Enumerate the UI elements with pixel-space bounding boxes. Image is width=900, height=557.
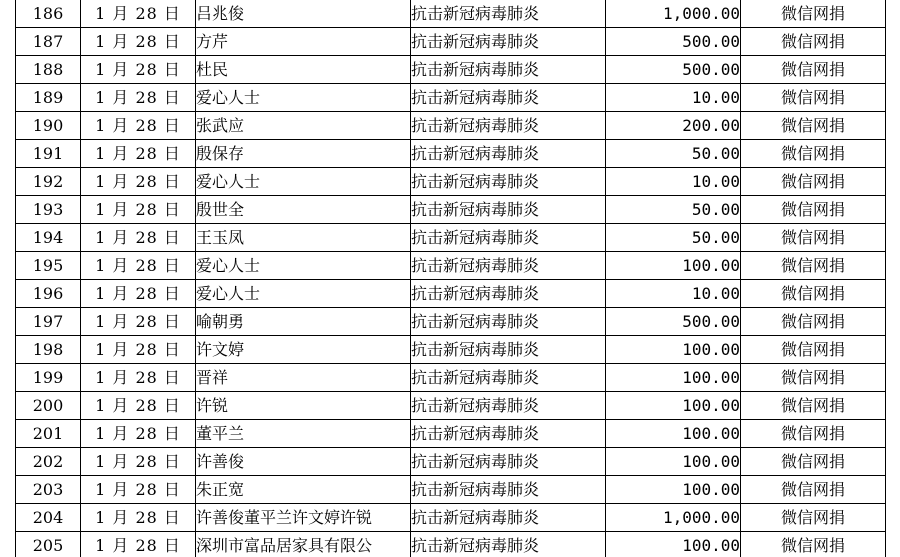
donation-method-cell: 微信网捐 xyxy=(741,504,886,532)
table-row xyxy=(16,364,886,392)
donation-date-cell: 1 月 28 日 xyxy=(81,392,196,420)
donation-date-cell: 1 月 28 日 xyxy=(81,252,196,280)
donation-date-cell: 1 月 28 日 xyxy=(81,0,196,28)
sequence-number-cell: 193 xyxy=(16,196,81,224)
donor-name-cell: 方芹 xyxy=(196,28,411,56)
donation-date-cell: 1 月 28 日 xyxy=(81,84,196,112)
donor-name-cell: 许善俊董平兰许文婷许锐 xyxy=(196,504,411,532)
donation-amount-cell: 1,000.00 xyxy=(606,0,741,28)
donation-purpose-cell: 抗击新冠病毒肺炎 xyxy=(411,532,606,557)
donation-purpose-cell: 抗击新冠病毒肺炎 xyxy=(411,56,606,84)
table-row xyxy=(16,280,886,308)
donation-amount-cell: 500.00 xyxy=(606,56,741,84)
donation-method-cell: 微信网捐 xyxy=(741,84,886,112)
sequence-number-cell: 200 xyxy=(16,392,81,420)
donation-purpose-cell: 抗击新冠病毒肺炎 xyxy=(411,476,606,504)
donation-date-cell: 1 月 28 日 xyxy=(81,504,196,532)
donation-method-cell: 微信网捐 xyxy=(741,252,886,280)
table-row xyxy=(16,420,886,448)
donation-purpose-cell: 抗击新冠病毒肺炎 xyxy=(411,280,606,308)
donation-purpose-cell: 抗击新冠病毒肺炎 xyxy=(411,0,606,28)
donation-purpose-cell: 抗击新冠病毒肺炎 xyxy=(411,252,606,280)
donation-method-cell: 微信网捐 xyxy=(741,476,886,504)
donor-name-cell: 朱正宽 xyxy=(196,476,411,504)
donation-purpose-cell: 抗击新冠病毒肺炎 xyxy=(411,392,606,420)
table-row xyxy=(16,112,886,140)
donation-method-cell: 微信网捐 xyxy=(741,0,886,28)
donation-amount-cell: 50.00 xyxy=(606,224,741,252)
donor-name-cell: 爱心人士 xyxy=(196,168,411,196)
donor-name-cell: 爱心人士 xyxy=(196,252,411,280)
donation-amount-cell: 10.00 xyxy=(606,168,741,196)
donation-purpose-cell: 抗击新冠病毒肺炎 xyxy=(411,140,606,168)
donor-name-cell: 晋祥 xyxy=(196,364,411,392)
donation-method-cell: 微信网捐 xyxy=(741,308,886,336)
donation-method-cell: 微信网捐 xyxy=(741,336,886,364)
donation-table xyxy=(15,0,886,557)
donation-purpose-cell: 抗击新冠病毒肺炎 xyxy=(411,196,606,224)
donation-method-cell: 微信网捐 xyxy=(741,392,886,420)
donation-purpose-cell: 抗击新冠病毒肺炎 xyxy=(411,84,606,112)
table-row xyxy=(16,140,886,168)
table-row xyxy=(16,504,886,532)
donation-purpose-cell: 抗击新冠病毒肺炎 xyxy=(411,364,606,392)
sequence-number-cell: 188 xyxy=(16,56,81,84)
table-row xyxy=(16,532,886,557)
donation-amount-cell: 1,000.00 xyxy=(606,504,741,532)
table-row xyxy=(16,84,886,112)
donation-amount-cell: 500.00 xyxy=(606,308,741,336)
donation-method-cell: 微信网捐 xyxy=(741,224,886,252)
donation-amount-cell: 100.00 xyxy=(606,392,741,420)
sequence-number-cell: 203 xyxy=(16,476,81,504)
donation-date-cell: 1 月 28 日 xyxy=(81,420,196,448)
donation-purpose-cell: 抗击新冠病毒肺炎 xyxy=(411,168,606,196)
donation-date-cell: 1 月 28 日 xyxy=(81,308,196,336)
donation-method-cell: 微信网捐 xyxy=(741,532,886,557)
sequence-number-cell: 187 xyxy=(16,28,81,56)
table-row xyxy=(16,0,886,28)
donor-name-cell: 殷世全 xyxy=(196,196,411,224)
donation-date-cell: 1 月 28 日 xyxy=(81,112,196,140)
sequence-number-cell: 201 xyxy=(16,420,81,448)
donation-method-cell: 微信网捐 xyxy=(741,168,886,196)
donation-amount-cell: 50.00 xyxy=(606,196,741,224)
table-row xyxy=(16,392,886,420)
sequence-number-cell: 194 xyxy=(16,224,81,252)
sequence-number-cell: 197 xyxy=(16,308,81,336)
donation-date-cell: 1 月 28 日 xyxy=(81,448,196,476)
donation-date-cell: 1 月 28 日 xyxy=(81,280,196,308)
donation-amount-cell: 100.00 xyxy=(606,420,741,448)
donor-name-cell: 许善俊 xyxy=(196,448,411,476)
table-row xyxy=(16,252,886,280)
donation-method-cell: 微信网捐 xyxy=(741,140,886,168)
donation-amount-cell: 100.00 xyxy=(606,336,741,364)
sequence-number-cell: 199 xyxy=(16,364,81,392)
donor-name-cell: 张武应 xyxy=(196,112,411,140)
sequence-number-cell: 186 xyxy=(16,0,81,28)
table-row xyxy=(16,196,886,224)
donation-date-cell: 1 月 28 日 xyxy=(81,56,196,84)
donation-method-cell: 微信网捐 xyxy=(741,28,886,56)
donor-name-cell: 深圳市富品居家具有限公 xyxy=(196,532,411,557)
donation-method-cell: 微信网捐 xyxy=(741,448,886,476)
donation-date-cell: 1 月 28 日 xyxy=(81,364,196,392)
donor-name-cell: 爱心人士 xyxy=(196,280,411,308)
donation-date-cell: 1 月 28 日 xyxy=(81,168,196,196)
donation-purpose-cell: 抗击新冠病毒肺炎 xyxy=(411,448,606,476)
donation-amount-cell: 100.00 xyxy=(606,252,741,280)
donation-purpose-cell: 抗击新冠病毒肺炎 xyxy=(411,28,606,56)
donation-purpose-cell: 抗击新冠病毒肺炎 xyxy=(411,224,606,252)
donation-purpose-cell: 抗击新冠病毒肺炎 xyxy=(411,308,606,336)
donation-method-cell: 微信网捐 xyxy=(741,280,886,308)
donor-name-cell: 吕兆俊 xyxy=(196,0,411,28)
donation-date-cell: 1 月 28 日 xyxy=(81,336,196,364)
donor-name-cell: 杜民 xyxy=(196,56,411,84)
table-row xyxy=(16,336,886,364)
donation-method-cell: 微信网捐 xyxy=(741,56,886,84)
table-row xyxy=(16,224,886,252)
donation-purpose-cell: 抗击新冠病毒肺炎 xyxy=(411,504,606,532)
sequence-number-cell: 204 xyxy=(16,504,81,532)
sequence-number-cell: 192 xyxy=(16,168,81,196)
donation-amount-cell: 200.00 xyxy=(606,112,741,140)
donation-amount-cell: 50.00 xyxy=(606,140,741,168)
donor-name-cell: 许文婷 xyxy=(196,336,411,364)
sequence-number-cell: 191 xyxy=(16,140,81,168)
donation-method-cell: 微信网捐 xyxy=(741,196,886,224)
donor-name-cell: 爱心人士 xyxy=(196,84,411,112)
donation-date-cell: 1 月 28 日 xyxy=(81,532,196,557)
donation-method-cell: 微信网捐 xyxy=(741,364,886,392)
donation-purpose-cell: 抗击新冠病毒肺炎 xyxy=(411,112,606,140)
sequence-number-cell: 205 xyxy=(16,532,81,557)
donation-date-cell: 1 月 28 日 xyxy=(81,28,196,56)
table-row xyxy=(16,308,886,336)
table-row xyxy=(16,28,886,56)
donation-purpose-cell: 抗击新冠病毒肺炎 xyxy=(411,420,606,448)
sequence-number-cell: 198 xyxy=(16,336,81,364)
donation-date-cell: 1 月 28 日 xyxy=(81,476,196,504)
donation-date-cell: 1 月 28 日 xyxy=(81,140,196,168)
table-row xyxy=(16,448,886,476)
sequence-number-cell: 202 xyxy=(16,448,81,476)
donor-name-cell: 许锐 xyxy=(196,392,411,420)
donation-table-body xyxy=(16,0,886,557)
donor-name-cell: 喻朝勇 xyxy=(196,308,411,336)
donation-date-cell: 1 月 28 日 xyxy=(81,196,196,224)
sequence-number-cell: 196 xyxy=(16,280,81,308)
donation-purpose-cell: 抗击新冠病毒肺炎 xyxy=(411,336,606,364)
donation-amount-cell: 10.00 xyxy=(606,84,741,112)
donation-amount-cell: 100.00 xyxy=(606,476,741,504)
donor-name-cell: 王玉凤 xyxy=(196,224,411,252)
donation-amount-cell: 500.00 xyxy=(606,28,741,56)
donation-amount-cell: 100.00 xyxy=(606,448,741,476)
donation-amount-cell: 100.00 xyxy=(606,364,741,392)
donation-amount-cell: 100.00 xyxy=(606,532,741,557)
donation-method-cell: 微信网捐 xyxy=(741,112,886,140)
donation-date-cell: 1 月 28 日 xyxy=(81,224,196,252)
donation-amount-cell: 10.00 xyxy=(606,280,741,308)
donation-method-cell: 微信网捐 xyxy=(741,420,886,448)
sequence-number-cell: 190 xyxy=(16,112,81,140)
table-row xyxy=(16,56,886,84)
donor-name-cell: 殷保存 xyxy=(196,140,411,168)
table-row xyxy=(16,476,886,504)
table-row xyxy=(16,168,886,196)
sequence-number-cell: 195 xyxy=(16,252,81,280)
donor-name-cell: 董平兰 xyxy=(196,420,411,448)
sequence-number-cell: 189 xyxy=(16,84,81,112)
